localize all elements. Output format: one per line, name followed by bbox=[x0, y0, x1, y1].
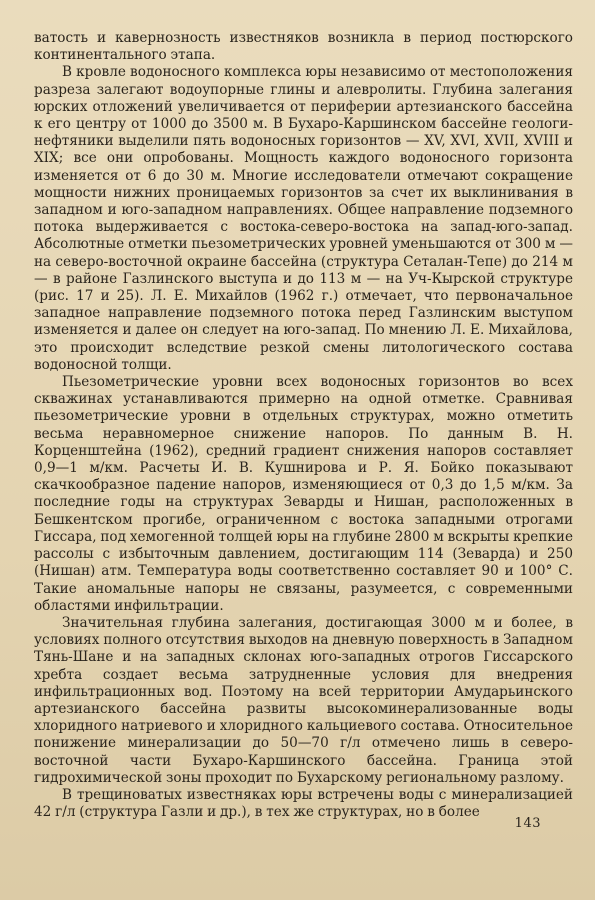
paragraph-4: Значительная глубина залегания, достигающая 3000 м и более, в условиях полного отсутствия выходов на дневную поверхность в Западном Тянь-Шане и на западных склонах юго-западных отрогов Гиссарского хребта создает весьма затрудненные условия для внедрения инфильтрационных вод. Поэтому на всей территории Амударьинского артезианского бассейна развиты высокоминерализованные воды хлоридного натриевого и хлоридного кальциевого состава. Относительное понижение минерализации до 50—70 г/л отмечено лишь в северо-восточной части Бухаро-Каршинского бассейна. Граница этой гидрохимической зоны проходит по Бухарскому региональному разлому. bbox=[34, 614, 573, 786]
paragraph-1: ватость и кавернозность известняков возникла в период постюрского континентального этапа. bbox=[34, 30, 573, 64]
paragraph-3: Пьезометрические уровни всех водоносных горизонтов во всех скважинах устанавливаются примерно на одной отметке. Сравнивая пьезометрические уровни в отдельных структурах, можно отметить весьма неравномерное снижение напоров. По данным В. Н. Корценштейна (1962), средний градиент снижения напоров составляет 0,9—1 м/км. Расчеты И. В. Кушнирова и Р. Я. Бойко показывают скачкообразное падение напоров, изменяющиеся от 0,3 до 1,5 м/км. За последние годы на структурах Зеварды и Нишан, расположенных в Бешкентском прогибе, ограниченном с востока западными отрогами Гиссара, под хемогенной толщей юры на глубине 2800 м вскрыты крепкие рассолы с избыточным давлением, достигающим 114 (Зеварда) и 250 (Нишан) атм. Температура воды соответственно составляет 90 и 100° С. Такие аномальные напоры не связаны, разумеется, с современными областями инфильтрации. bbox=[34, 374, 573, 614]
body-text bbox=[34, 30, 573, 821]
paragraph-2: В кровле водоносного комплекса юры независимо от местоположения разреза залегают водоупорные глины и алевролиты. Глубина залегания юрских отложений увеличивается от периферии артезианского бассейна к его центру от 1000 до 3500 м. В Бухаро-Каршинском бассейне геологи-нефтяники выделили пять водоносных горизонтов — XV, XVI, XVII, XVIII и XIX; все они опробованы. Мощность каждого водоносного горизонта изменяется от 6 до 30 м. Многие исследователи отмечают сокращение мощности нижних проницаемых горизонтов за счет их выклинивания в западном и юго-западном направлениях. Общее направление подземного потока выдерживается с востока-северо-востока на запад-юго-запад. Абсолютные отметки пьезометрических уровней уменьшаются от 300 м — на северо-восточной окраине бассейна (структура Сеталан-Тепе) до 214 м — в районе Газлинского выступа и до 113 м — на Уч-Кырской структуре (рис. 17 и 25). Л. Е. Михайлов (1962 г.) отмечает, что первоначальное западное направление подземного потока перед Газлинским выступом изменяется и далее он следует на юго-запад. По мнению Л. Е. Михайлова, это происходит вследствие резкой смены литологического состава водоносной толщи. bbox=[34, 64, 573, 373]
page-number: 143 bbox=[514, 816, 541, 831]
paragraph-5: В трещиноватых известняках юры встречены воды с минерализацией 42 г/л (структура Газли и др.), в тех же структурах, но в более bbox=[34, 786, 573, 821]
